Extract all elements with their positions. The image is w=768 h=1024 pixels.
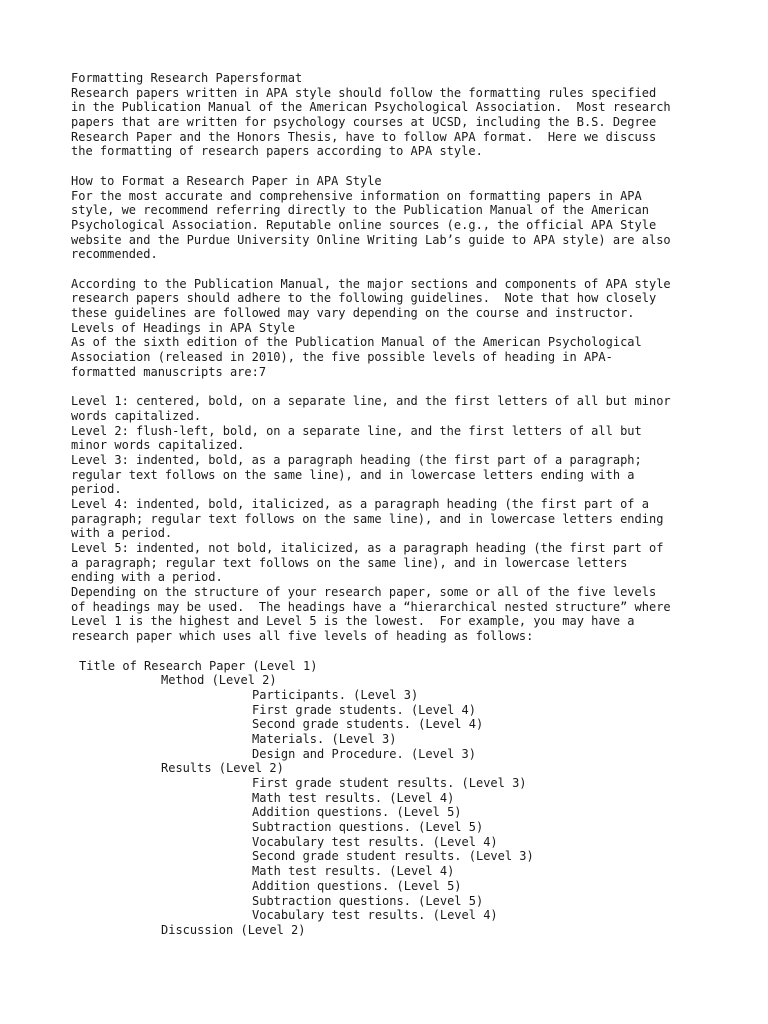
paragraph-gap (71, 159, 711, 174)
text-line: Level 1 is the highest and Level 5 is the lowest. For example, you may have a (71, 614, 635, 629)
paragraph-gap (71, 262, 711, 277)
outline-item-level-1: Title of Research Paper (Level 1) (79, 658, 318, 673)
paragraph-how-to-format (71, 174, 711, 262)
text-line: Level 1: centered, bold, on a separate line, and the first letters of all but minor (71, 394, 671, 409)
text-line: Level 2: flush-left, bold, on a separate line, and the first letters of all but (71, 423, 642, 438)
text-line: papers that are written for psychology courses at UCSD, including the B.S. Degree (71, 115, 657, 130)
text-line: recommended. (71, 247, 158, 262)
text-line: research papers should adhere to the following guidelines. Note that how closely (71, 291, 657, 306)
outline-item-level-3: Addition questions. (Level 5) (252, 805, 462, 820)
text-line: Level 3: indented, bold, as a paragraph heading (the first part of a paragraph; (71, 452, 642, 467)
text-line: style, we recommend referring directly to the Publication Manual of the American (71, 203, 649, 218)
outline-item-level-3: Subtraction questions. (Level 5) (252, 820, 484, 835)
document-title (71, 71, 711, 86)
outline-item-level-2: Method (Level 2) (161, 673, 277, 688)
paragraph-guidelines (71, 277, 711, 380)
text-line: Psychological Association. Reputable online sources (e.g., the official APA Style (71, 217, 657, 232)
text-line: paragraph; regular text follows on the same line), and in lowercase letters ending (71, 511, 664, 526)
text-line: As of the sixth edition of the Publication Manual of the American Psychological (71, 335, 642, 350)
text-line: of headings may be used. The headings have a “hierarchical nested structure” where (71, 599, 671, 614)
text-line: Depending on the structure of your research paper, some or all of the five levels (71, 585, 657, 600)
outline-item-level-3: Vocabulary test results. (Level 4) (252, 908, 498, 923)
outline-item-level-2: Results (Level 2) (161, 761, 284, 776)
text-line: these guidelines are followed may vary depending on the course and instructor. (71, 306, 635, 320)
outline-item-level-2: Discussion (Level 2) (161, 922, 306, 937)
text-line: ending with a period. (71, 570, 223, 585)
text-line: a paragraph; regular text follows on the same line), and in lowercase letters (71, 555, 628, 570)
text-line: formatted manuscripts are:7 (71, 364, 267, 379)
text-line: period. (71, 482, 122, 497)
paragraph-levels (71, 394, 711, 644)
text-line: For the most accurate and comprehensive information on formatting papers in APA (71, 188, 642, 203)
heading-outline (71, 659, 711, 938)
paragraph-intro (71, 86, 711, 159)
outline-item-level-3: First grade student results. (Level 3) (252, 776, 527, 790)
outline-item-level-3: First grade students. (Level 4) (252, 702, 476, 717)
section-heading: Levels of Headings in APA Style (71, 320, 295, 335)
text-line: research paper which uses all five levels of heading as follows: (71, 629, 534, 644)
text-line: words capitalized. (71, 408, 202, 423)
outline-item-level-3: Vocabulary test results. (Level 4) (252, 834, 498, 849)
text-line: Level 5: indented, not bold, italicized, as a paragraph heading (the first part of (71, 541, 664, 555)
outline-item-level-3: Design and Procedure. (Level 3) (252, 746, 476, 761)
outline-item-level-3: Second grade student results. (Level 3) (252, 849, 534, 864)
text-line: with a period. (71, 526, 173, 541)
outline-item-level-3: Second grade students. (Level 4) (252, 717, 484, 732)
text-line: the formatting of research papers according to APA style. (71, 144, 483, 159)
text-line: minor words capitalized. (71, 438, 245, 453)
outline-item-level-3: Materials. (Level 3) (252, 731, 397, 746)
text-line: According to the Publication Manual, the major sections and components of APA style (71, 276, 671, 291)
outline-item-level-3: Math test results. (Level 4) (252, 864, 455, 879)
outline-item-level-3: Participants. (Level 3) (252, 687, 419, 702)
text-line: Level 4: indented, bold, italicized, as a paragraph heading (the first part of a (71, 496, 649, 511)
title-line: Formatting Research Papersformat (71, 71, 303, 85)
document-page (71, 71, 711, 938)
text-line: Association (released in 2010), the five possible levels of heading in APA- (71, 350, 613, 365)
text-line: in the Publication Manual of the American Psychological Association. Most research (71, 100, 671, 115)
outline-item-level-3: Addition questions. (Level 5) (252, 878, 462, 893)
paragraph-gap (71, 379, 711, 394)
text-line: Research Paper and the Honors Thesis, have to follow APA format. Here we discuss (71, 129, 657, 144)
text-line: regular text follows on the same line), and in lowercase letters ending with a (71, 467, 635, 482)
outline-item-level-3: Math test results. (Level 4) (252, 790, 455, 805)
outline-item-level-3: Subtraction questions. (Level 5) (252, 893, 484, 908)
text-line: website and the Purdue University Online Writing Lab’s guide to APA style) are also (71, 232, 671, 247)
section-heading: How to Format a Research Paper in APA Style (71, 173, 382, 188)
text-line: Research papers written in APA style should follow the formatting rules specified (71, 85, 657, 100)
